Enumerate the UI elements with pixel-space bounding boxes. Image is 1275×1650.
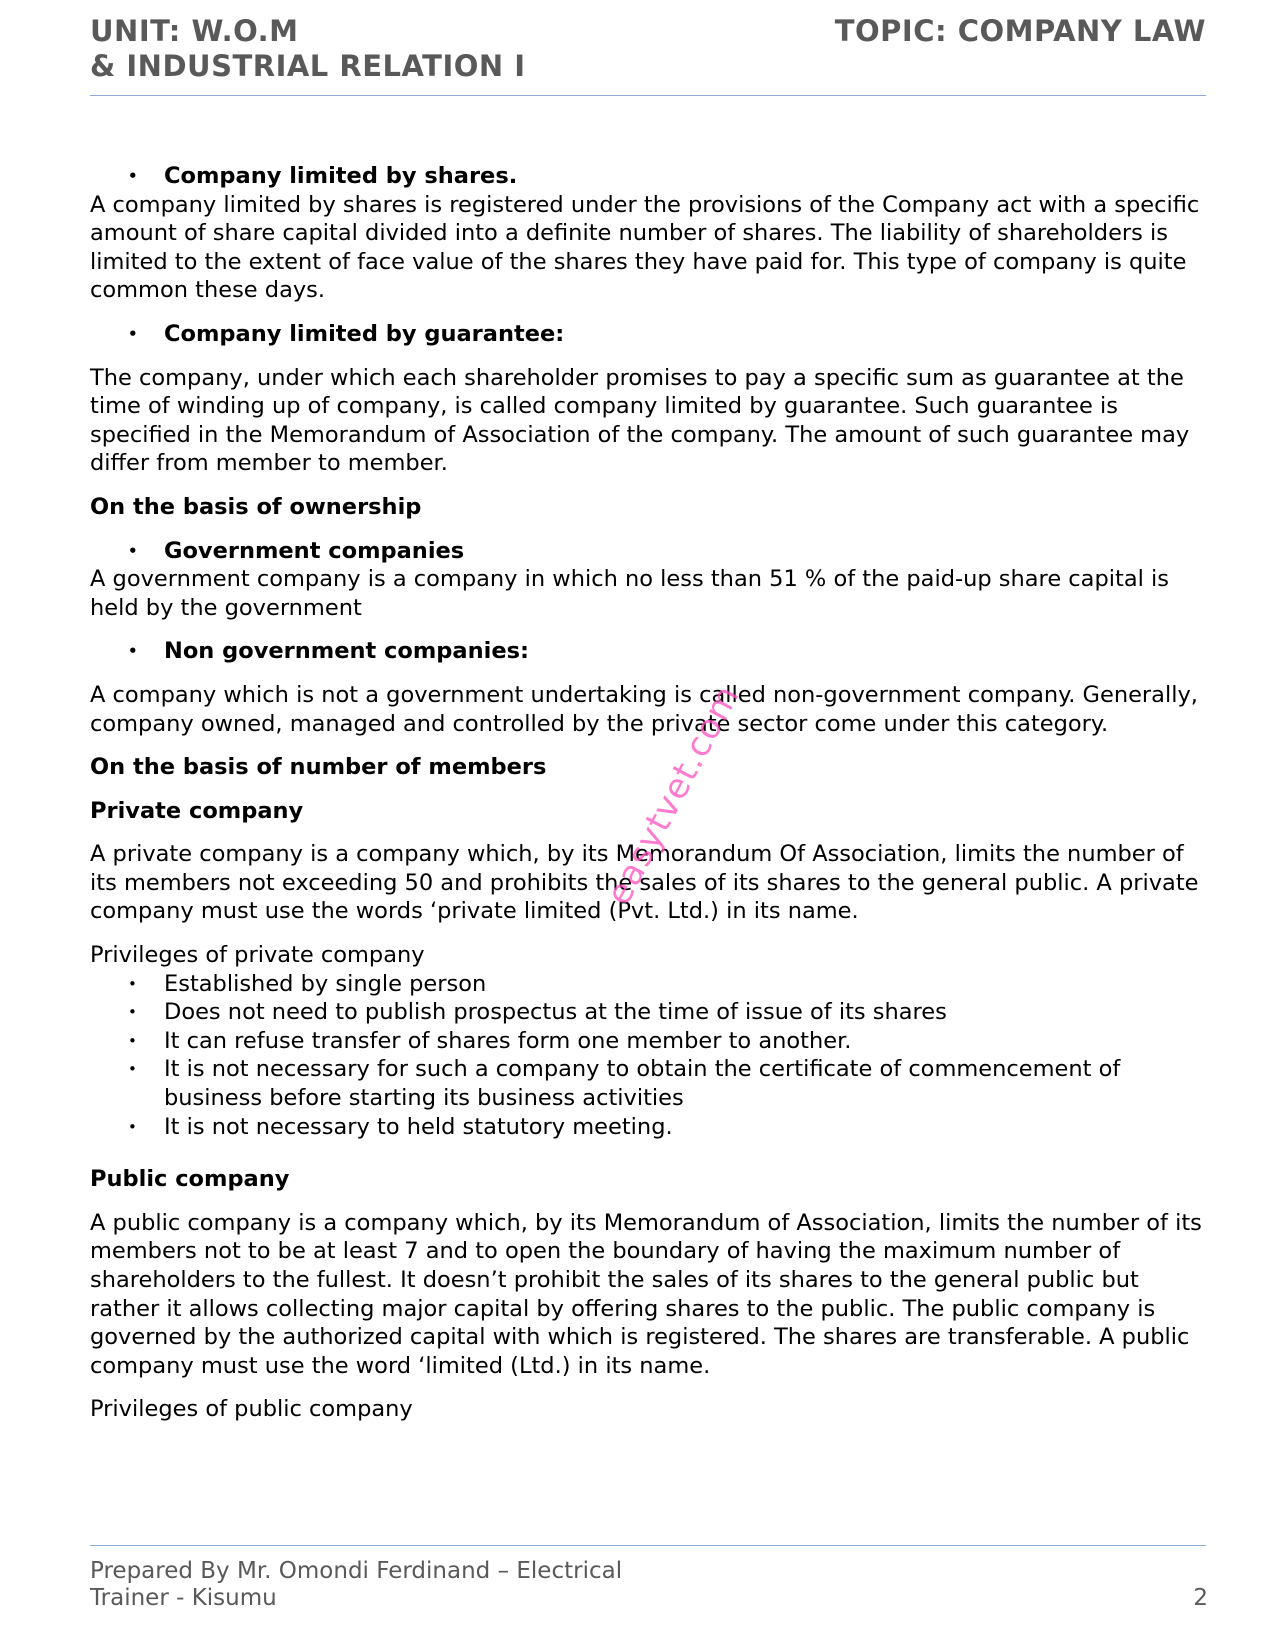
list-item: • It is not necessary for such a company to obtain the certificate of commencement of business before starting its business activities xyxy=(90,1055,1206,1112)
shares-paragraph: A company limited by shares is registered under the provisions of the Company act with a specific amount of share capital divided into a definite number of shares. The liability of shareholders is limited to the extent of face value of the shares they have paid for. This type of company is quite common these days. xyxy=(90,191,1200,304)
footer-line1: Prepared By Mr. Omondi Ferdinand – Electrical xyxy=(90,1558,623,1584)
private-privileges-list xyxy=(90,970,1206,1142)
footer-divider xyxy=(90,1545,1206,1546)
public-heading: Public company xyxy=(90,1166,290,1193)
header-unit xyxy=(90,14,526,84)
members-heading: On the basis of number of members xyxy=(90,754,547,781)
gov-heading: • Government companies xyxy=(90,537,1206,566)
header-unit-line2: & INDUSTRIAL RELATION I xyxy=(90,49,526,83)
footer-line2: Trainer - Kisumu xyxy=(90,1585,277,1611)
private-paragraph: A private company is a company which, by its Memorandum Of Association, limits the number of its members not exceeding 50 and prohibits the sales of its shares to the general public. A private company must use the words ‘private limited (Pvt. Ltd.) in its name. xyxy=(90,841,1199,925)
header-unit-line1: UNIT: W.O.M xyxy=(90,14,299,48)
list-item: • It can refuse transfer of shares form one member to another. xyxy=(90,1027,1206,1056)
header-topic: TOPIC: COMPANY LAW xyxy=(834,14,1206,48)
guarantee-paragraph: The company, under which each shareholder promises to pay a specific sum as guarantee at the time of winding up of company, is called company limited by guarantee. Such guarantee is specified in the Memorandum of Association of the company. The amount of such guarantee may differ from member to member. xyxy=(90,364,1190,477)
nongov-paragraph: A company which is not a government undertaking is called non-government company. Generally, company owned, managed and controlled by the private sector come under this category. xyxy=(90,681,1198,737)
public-paragraph: A public company is a company which, by its Memorandum of Association, limits the number of its members not to be at least 7 and to open the boundary of having the maximum number of shareholders to the fullest. It doesn’t prohibit the sales of its shares to the general public but rather it allows collecting major capital by offering shares to the public. The public company is governed by the authorized capital with which is registered. The shares are transferable. A public company must use the word ‘limited (Ltd.) in its name. xyxy=(90,1209,1202,1379)
list-item: • Established by single person xyxy=(90,970,1206,999)
gov-paragraph: A government company is a company in which no less than 51 % of the paid-up share capital is held by the government xyxy=(90,566,1169,621)
ownership-heading: On the basis of ownership xyxy=(90,493,422,520)
guarantee-heading: • Company limited by guarantee: xyxy=(90,320,1206,349)
public-privileges-heading: Privileges of public company xyxy=(90,1396,413,1423)
footer-author xyxy=(90,1558,622,1612)
private-heading: Private company xyxy=(90,797,304,824)
document-body xyxy=(90,162,1206,1424)
list-item: • It is not necessary to held statutory meeting. xyxy=(90,1113,1206,1142)
private-privileges-heading: Privileges of private company xyxy=(90,942,425,969)
page-number: 2 xyxy=(1193,1585,1208,1611)
header-divider xyxy=(90,95,1206,96)
nongov-heading: • Non government companies: xyxy=(90,637,1206,666)
watermark: easytvet.com xyxy=(598,678,748,912)
list-item: • Does not need to publish prospectus at the time of issue of its shares xyxy=(90,998,1206,1027)
shares-heading: • Company limited by shares. xyxy=(90,162,1206,191)
